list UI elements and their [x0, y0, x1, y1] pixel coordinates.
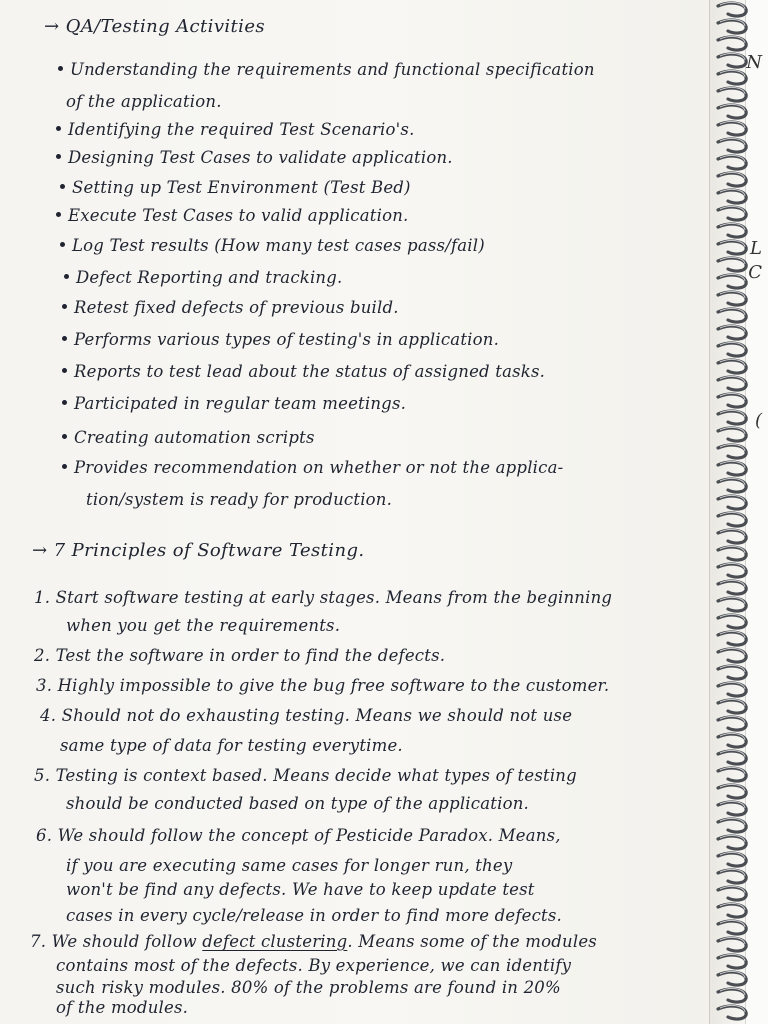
section-heading: → 7 Principles of Software Testing.: [32, 540, 365, 561]
principle-continuation: cases in every cycle/release in order to find more defects.: [66, 906, 563, 925]
bullet-continuation: tion/system is ready for production.: [86, 490, 393, 509]
spiral-binding: [714, 0, 754, 1024]
principle-continuation: contains most of the defects. By experience, we can identify: [56, 956, 572, 975]
principle-line: 4. Should not do exhausting testing. Means we should not use: [40, 706, 573, 725]
bullet-dot: [62, 304, 67, 309]
bullet-item: [62, 428, 315, 447]
principle-text: 7. We should follow: [30, 932, 197, 951]
bullet-item: [64, 268, 342, 287]
principle-continuation: if you are executing same cases for longer run, they: [66, 856, 513, 875]
next-page-char: N: [746, 52, 762, 73]
bullet-text: Reports to test lead about the status of assigned tasks.: [74, 362, 546, 381]
bullet-text: Setting up Test Environment (Test Bed): [72, 178, 411, 197]
next-page-char: C: [748, 262, 762, 283]
bullet-item: [62, 330, 499, 349]
principle-continuation: such risky modules. 80% of the problems are found in 20%: [56, 978, 561, 997]
bullet-dot: [62, 368, 67, 373]
bullet-text: Designing Test Cases to validate application.: [68, 148, 453, 167]
bullet-text: Provides recommendation on whether or not the applica-: [74, 458, 564, 477]
bullet-dot: [60, 184, 65, 189]
section-heading: → QA/Testing Activities: [44, 16, 266, 37]
bullet-item: [62, 298, 399, 317]
principle-continuation: same type of data for testing everytime.: [60, 736, 403, 755]
bullet-text: Defect Reporting and tracking.: [76, 268, 343, 287]
bullet-item: [62, 394, 406, 413]
next-page-char: (: [754, 410, 762, 431]
principle-line: 1. Start software testing at early stages. Means from the beginning: [34, 588, 613, 607]
bullet-text: Retest fixed defects of previous build.: [74, 298, 399, 317]
bullet-item: [56, 206, 409, 225]
bullet-item: [56, 120, 415, 139]
bullet-dot: [62, 400, 67, 405]
underlined-term: defect clustering: [202, 932, 348, 951]
principle-line: [30, 932, 597, 951]
principle-continuation: of the modules.: [56, 998, 189, 1017]
bullet-item: [62, 362, 545, 381]
principle-text: . Means some of the modules: [347, 932, 597, 951]
bullet-dot: [62, 464, 67, 469]
bullet-dot: [58, 66, 63, 71]
bullet-text: Participated in regular team meetings.: [74, 394, 407, 413]
bullet-item: [60, 236, 485, 255]
principle-continuation: should be conducted based on type of the application.: [66, 794, 529, 813]
bullet-text: Log Test results (How many test cases pass/fail): [72, 236, 485, 255]
bullet-continuation: of the application.: [66, 92, 222, 111]
principle-line: 5. Testing is context based. Means decide what types of testing: [34, 766, 577, 785]
bullet-text: Understanding the requirements and functional specification: [70, 60, 595, 79]
bullet-item: [60, 178, 411, 197]
bullet-dot: [62, 336, 67, 341]
bullet-text: Execute Test Cases to valid application.: [68, 206, 409, 225]
bullet-dot: [62, 434, 67, 439]
bullet-dot: [60, 242, 65, 247]
bullet-item: [56, 148, 453, 167]
principle-line: 6. We should follow the concept of Pesticide Paradox. Means,: [36, 826, 561, 845]
next-page-char: L: [750, 238, 762, 259]
bullet-item: [58, 60, 595, 79]
bullet-dot: [56, 154, 61, 159]
bullet-text: Creating automation scripts: [74, 428, 315, 447]
principle-line: 3. Highly impossible to give the bug free software to the customer.: [36, 676, 610, 695]
bullet-dot: [56, 212, 61, 217]
bullet-dot: [64, 274, 69, 279]
principle-continuation: won't be find any defects. We have to keep update test: [66, 880, 535, 899]
bullet-text: Performs various types of testing's in application.: [74, 330, 500, 349]
bullet-item: [62, 458, 563, 477]
bullet-text: Identifying the required Test Scenario's.: [68, 120, 415, 139]
bullet-dot: [56, 126, 61, 131]
principle-line: 2. Test the software in order to find the defects.: [34, 646, 446, 665]
principle-continuation: when you get the requirements.: [66, 616, 341, 635]
